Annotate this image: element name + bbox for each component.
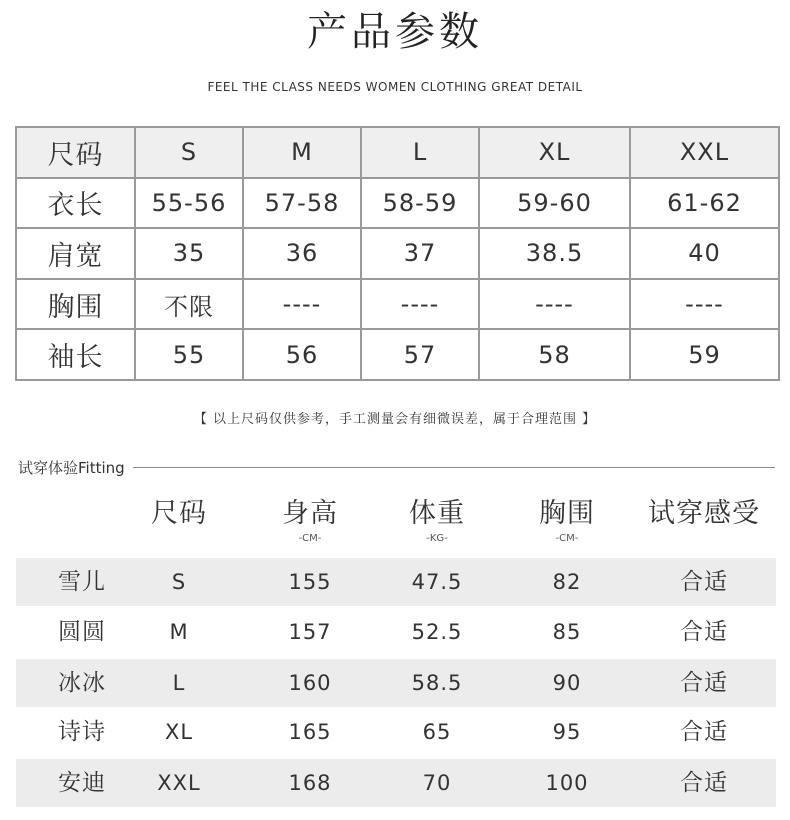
section-divider (133, 467, 775, 468)
table-cell: 155 (288, 570, 332, 594)
size-table-shoulder-row (16, 228, 779, 279)
table-cell: XL (164, 720, 194, 744)
table-cell: 157 (288, 620, 332, 644)
model-name: 安迪 (58, 770, 106, 796)
table-cell: 合适 (680, 619, 728, 645)
table-cell: XXL (157, 771, 201, 795)
size-table-header-row (16, 127, 779, 178)
table-cell: M (243, 127, 361, 178)
row-label: 肩宽 (16, 228, 135, 279)
column-title: 身高 (282, 498, 338, 529)
page-subtitle: FEEL THE CLASS NEEDS WOMEN CLOTHING GREAT DETAIL (207, 80, 583, 94)
fitting-column-header (377, 496, 497, 546)
table-cell: ---- (630, 279, 779, 330)
table-row (16, 759, 776, 807)
fitting-column-header (250, 496, 370, 546)
table-cell: ---- (479, 279, 630, 330)
table-cell: 58 (479, 329, 630, 380)
size-table (15, 126, 780, 381)
table-cell: 100 (545, 771, 589, 795)
table-cell: 57 (361, 329, 479, 380)
table-cell: 82 (552, 570, 582, 594)
fitting-column-header (134, 496, 224, 532)
table-cell: 37 (361, 228, 479, 279)
measurement-note: 【 以上尺码仅供参考，手工测量会有细微误差，属于合理范围 】 (193, 412, 597, 427)
table-row (16, 708, 776, 756)
table-cell: 65 (422, 720, 452, 744)
table-cell: XL (479, 127, 630, 178)
table-cell: 168 (288, 771, 332, 795)
row-label: 袖长 (16, 329, 135, 380)
model-name: 圆圆 (58, 619, 106, 645)
table-cell: 52.5 (411, 620, 463, 644)
table-cell: 90 (552, 671, 582, 695)
table-cell: 38.5 (479, 228, 630, 279)
table-cell: S (171, 570, 187, 594)
size-table-bust-row (16, 279, 779, 330)
column-unit: -KG- (426, 533, 448, 544)
row-label: 衣长 (16, 178, 135, 229)
table-cell: 57-58 (243, 178, 361, 229)
table-cell: 59 (630, 329, 779, 380)
fitting-column-header (624, 496, 784, 532)
fitting-section-label: 试穿体验Fitting (18, 458, 125, 477)
table-cell: L (172, 671, 186, 695)
fitting-table-header (16, 496, 776, 556)
table-cell: 合适 (680, 770, 728, 796)
table-cell: 58-59 (361, 178, 479, 229)
table-cell: 合适 (680, 569, 728, 595)
size-table-sleeve-row (16, 329, 779, 380)
table-cell: 85 (552, 620, 582, 644)
column-unit: -CM- (555, 533, 579, 544)
fitting-section-header (18, 456, 775, 478)
table-cell: 59-60 (479, 178, 630, 229)
table-cell: ---- (361, 279, 479, 330)
model-name: 雪儿 (58, 569, 106, 595)
fitting-column-header (507, 496, 627, 546)
table-cell: M (169, 620, 189, 644)
column-unit: -CM- (298, 533, 322, 544)
column-title: 体重 (409, 498, 465, 529)
table-cell: 70 (422, 771, 452, 795)
column-title: 尺码 (151, 498, 207, 529)
page-title: 产品参数 (307, 9, 483, 55)
table-cell: 55-56 (135, 178, 243, 229)
table-cell: L (361, 127, 479, 178)
table-cell: XXL (630, 127, 779, 178)
table-cell: 61-62 (630, 178, 779, 229)
size-table-length-row (16, 178, 779, 229)
table-cell: 合适 (680, 719, 728, 745)
table-cell: 165 (288, 720, 332, 744)
model-name: 诗诗 (58, 719, 106, 745)
table-cell: 不限 (135, 279, 243, 330)
table-row (16, 608, 776, 656)
row-label: 尺码 (16, 127, 135, 178)
table-row (16, 558, 776, 606)
table-row (16, 659, 776, 707)
table-cell: 95 (552, 720, 582, 744)
table-cell: 47.5 (411, 570, 463, 594)
column-title: 试穿感受 (648, 498, 760, 529)
row-label: 胸围 (16, 279, 135, 330)
column-title: 胸围 (539, 498, 595, 529)
table-cell: 合适 (680, 670, 728, 696)
table-cell: 36 (243, 228, 361, 279)
table-cell: S (135, 127, 243, 178)
table-cell: 55 (135, 329, 243, 380)
table-cell: 160 (288, 671, 332, 695)
model-name: 冰冰 (58, 670, 106, 696)
table-cell: 35 (135, 228, 243, 279)
table-cell: 58.5 (411, 671, 463, 695)
table-cell: ---- (243, 279, 361, 330)
table-cell: 56 (243, 329, 361, 380)
table-cell: 40 (630, 228, 779, 279)
